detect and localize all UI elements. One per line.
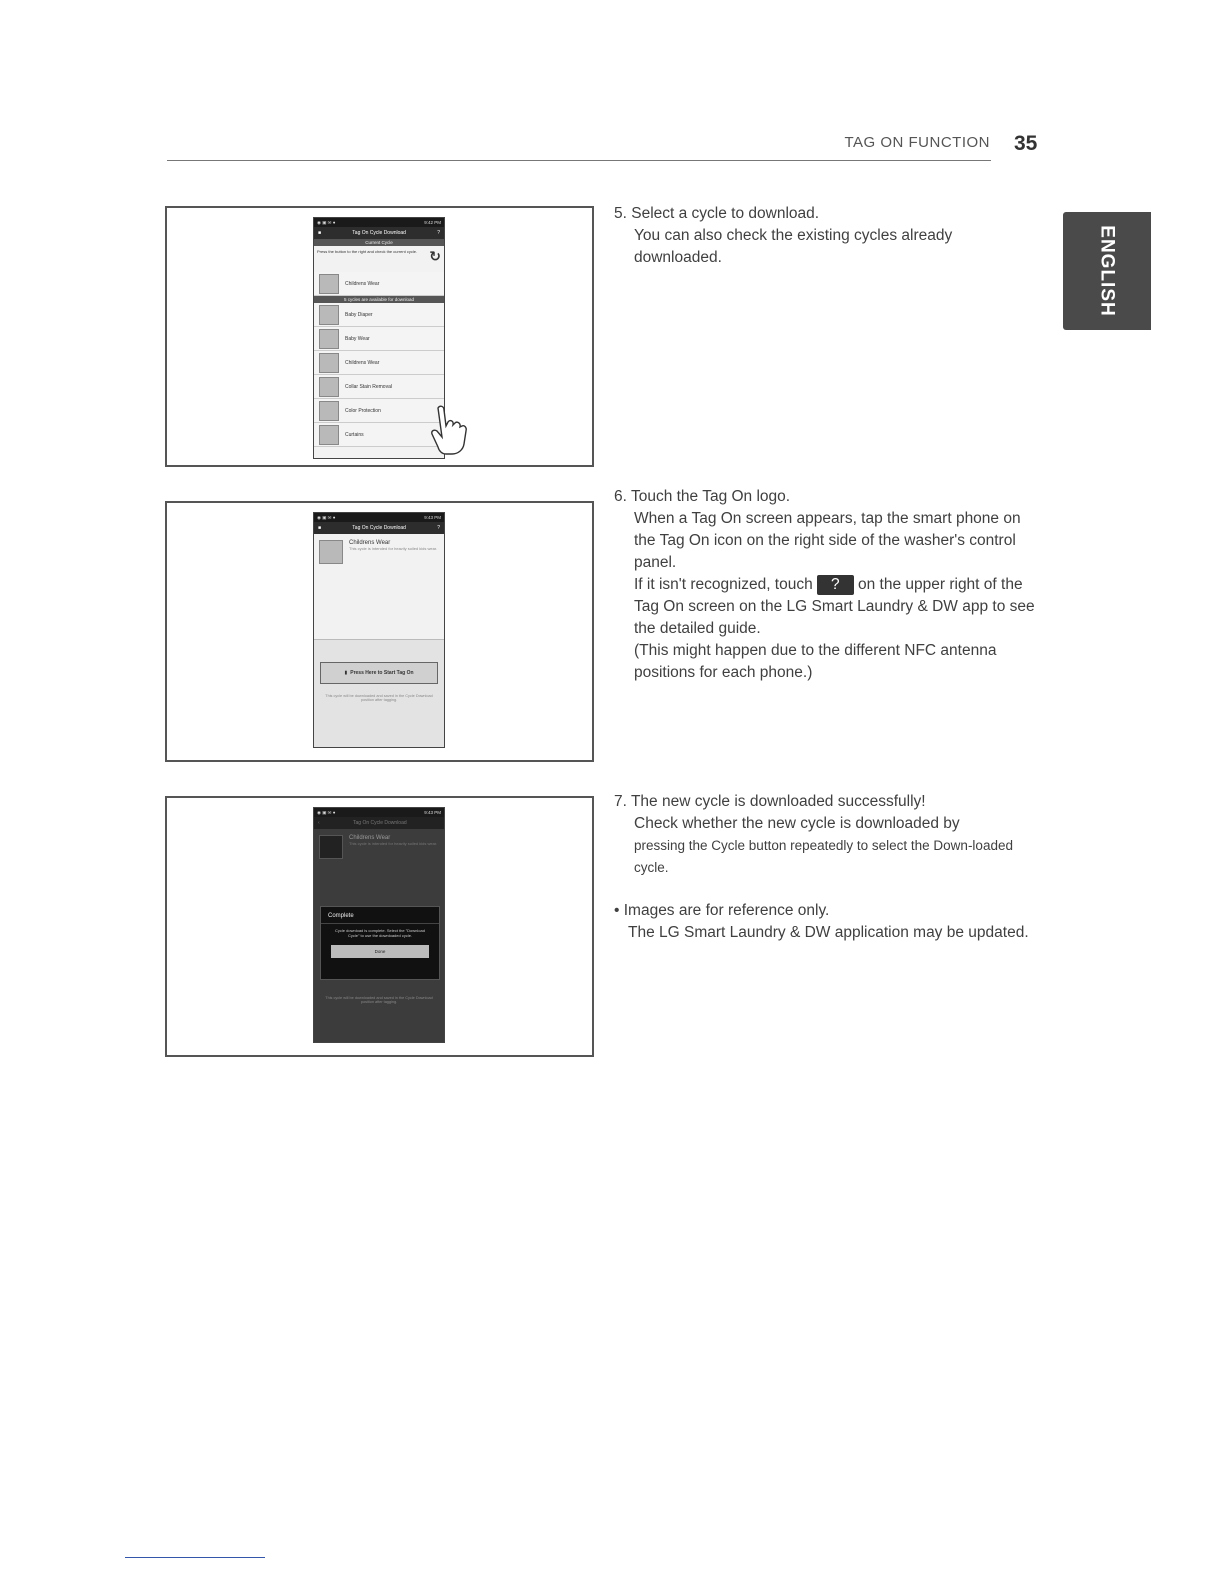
current-cycle-row[interactable] [314, 272, 444, 296]
cycle-label: Baby Wear [345, 335, 370, 342]
reference-note [614, 900, 1044, 944]
step-6-detail: When a Tag On screen appears, tap the smart phone on the Tag On icon on the right side of the washer's control panel. [634, 510, 1021, 571]
curtain-icon [319, 425, 339, 445]
language-tab [1063, 212, 1151, 330]
hand-pointer-icon [430, 404, 472, 456]
instruction-row [314, 246, 444, 272]
step-5 [614, 203, 1044, 269]
cycle-list-item[interactable] [314, 327, 444, 351]
step-6-note: (This might happen due to the different NFC antenna positions for each phone.) [634, 642, 997, 681]
phone-screenshot [313, 512, 445, 748]
page-number: 35 [1014, 132, 1038, 155]
download-note: This cycle will be downloaded and saved in the Cycle Download position after tagging. [325, 996, 433, 1004]
baby-wear-icon [319, 329, 339, 349]
cycle-title: Childrens Wear [349, 540, 391, 546]
dialog-title: Complete [321, 907, 439, 924]
app-icon: ■ [318, 230, 322, 236]
cycle-list-item[interactable] [314, 399, 444, 423]
cycle-label: Color Protection [345, 407, 381, 414]
refresh-icon[interactable]: ↻ [429, 248, 441, 264]
phone-time: 9:43 PM [424, 810, 441, 815]
screen-title: Tag On Cycle Download [352, 230, 406, 236]
phone-title-bar [314, 522, 444, 534]
header-divider [167, 160, 991, 161]
shirt-icon [319, 835, 343, 859]
note-heading: • Images are for reference only. [614, 902, 830, 919]
done-button[interactable] [331, 945, 429, 958]
cycle-list-item[interactable] [314, 423, 444, 447]
phone-time: 9:43 PM [424, 515, 441, 520]
back-icon[interactable]: ‹ [318, 820, 320, 826]
note-detail: The LG Smart Laundry & DW application may be updated. [628, 924, 1029, 941]
shirt-icon [319, 353, 339, 373]
selected-cycle [314, 829, 444, 865]
cycle-label: Collar Stain Removal [345, 383, 392, 390]
cycle-label: Childrens Wear [345, 359, 380, 366]
collar-icon [319, 377, 339, 397]
cycle-title: Childrens Wear [349, 835, 391, 841]
cycle-description: This cycle is intended for heavily soiled kids wear. [349, 841, 438, 846]
cycle-label: Curtains [345, 431, 364, 438]
phone-screenshot [313, 217, 445, 459]
step-7-heading: 7. The new cycle is downloaded successfully! [614, 793, 926, 810]
fallback-text-end: on the upper right of the Tag On screen on the LG Smart Laundry & DW app to see the detailed guide. [634, 576, 1035, 637]
fallback-text-start: If it isn't recognized, touch [634, 576, 813, 593]
cycle-description: This cycle is intended for heavily soiled kids wear. [349, 546, 438, 551]
phone-status-bar: ◉ ▣ ✉ ● 9:43 PM [314, 513, 444, 522]
instruction-text: Press the button to the right and check the current cycle. [317, 249, 418, 254]
start-tag-on-button[interactable] [320, 662, 438, 684]
start-tag-on-label: Press Here to Start Tag On [350, 670, 414, 676]
cycle-label: Baby Diaper [345, 311, 373, 318]
help-icon[interactable]: ? [437, 230, 440, 236]
step-6-fallback [614, 574, 1044, 640]
diaper-icon [319, 305, 339, 325]
step-7 [614, 791, 1044, 879]
section-header: Current Cycle [314, 239, 444, 246]
shirt-icon [319, 540, 343, 564]
screen-title: Tag On Cycle Download [352, 525, 406, 531]
section-title: TAG ON FUNCTION [844, 134, 990, 151]
cycle-label: Childrens Wear [345, 280, 380, 287]
figure-start-tag-on [165, 501, 594, 762]
complete-dialog [320, 906, 440, 980]
step-7-detail: Check whether the new cycle is downloaded by [634, 815, 960, 832]
step-5-detail: You can also check the existing cycles already downloaded. [634, 227, 953, 266]
phone-status-bar: ◉ ▣ ✉ ● 9:42 PM [314, 218, 444, 227]
step-7-detail-cont: pressing the Cycle button repeatedly to select the Down-loaded cycle. [634, 838, 1013, 875]
color-icon [319, 401, 339, 421]
figure-cycle-list [165, 206, 594, 467]
step-5-heading: 5. Select a cycle to download. [614, 205, 820, 222]
step-6 [614, 486, 1044, 684]
dialog-message: Cycle download is complete. Select the "Download Cycle" to use the downloaded cycle. [335, 928, 425, 938]
cycle-list-item[interactable] [314, 303, 444, 327]
phone-screenshot [313, 807, 445, 1043]
phone-title-bar [314, 227, 444, 239]
phone-icon: ▮ [344, 670, 348, 676]
cycle-list-item[interactable] [314, 375, 444, 399]
app-icon: ■ [318, 525, 322, 531]
shirt-icon [319, 274, 339, 294]
section-header: 5 cycles are available for download [314, 296, 444, 303]
cycle-list-item[interactable] [314, 351, 444, 375]
help-icon[interactable]: ? [437, 525, 440, 531]
tag-on-panel [314, 639, 444, 748]
download-note: This cycle will be downloaded and saved in the Cycle Download position after tagging. [325, 694, 433, 702]
phone-status-bar: ◉ ▣ ✉ ● 9:43 PM [314, 808, 444, 817]
footer-line [125, 1557, 265, 1558]
figure-download-complete [165, 796, 594, 1057]
selected-cycle [314, 534, 444, 570]
screen-title: Tag On Cycle Download [353, 820, 407, 826]
step-6-heading: 6. Touch the Tag On logo. [614, 488, 791, 505]
language-tab-label: ENGLISH [1097, 225, 1119, 317]
phone-time: 9:42 PM [424, 220, 441, 225]
phone-title-bar [314, 817, 444, 829]
done-label: Done [374, 949, 386, 954]
help-question-icon: ? [817, 575, 854, 595]
